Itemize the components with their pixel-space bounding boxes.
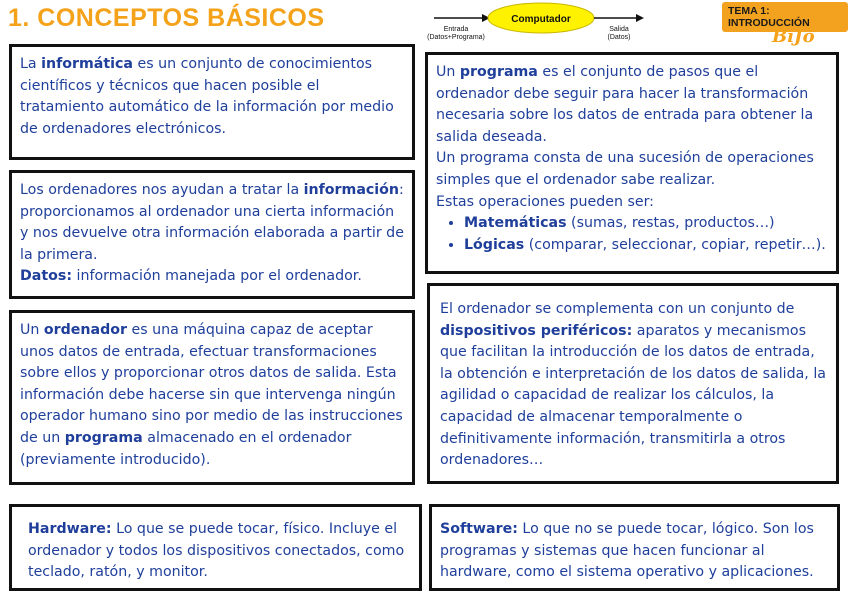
programa-box: [425, 52, 839, 274]
ordenador-text: Un ordenador es una máquina capaz de aceptar unos datos de entrada, efectuar transformaciones sobre ellos y proporcionar otros datos de salida. Esta información debe hacerse sin que intervenga ningún operador humano sino por medio de las instrucciones de un programa almacenado en el ordenador (previamente introducido).: [20, 322, 403, 468]
datos-definition: Datos: información manejada por el ordenador.: [20, 268, 362, 285]
author-logo: [768, 21, 818, 49]
topic-tag: TEMA 1: INTRODUCCIÓN: [722, 2, 848, 32]
hardware-text: Hardware: Lo que se puede tocar, físico. Incluye el ordenador y todos los dispositivos conectados, como teclado, ratón, y monitor.: [28, 521, 405, 581]
list-item: • Matemáticas (sumas, restas, productos…): [464, 213, 828, 235]
input-sublabel: (Datos+Programa): [427, 34, 485, 41]
svg-text:BiJo: BiJo: [772, 26, 815, 47]
output-sublabel: (Datos): [607, 34, 631, 41]
informatica-box: [9, 44, 415, 160]
list-item: • Lógicas (comparar, seleccionar, copiar, repetir…).: [464, 235, 828, 257]
informacion-box: [9, 170, 415, 299]
programa-text: Un programa es el conjunto de pasos que el ordenador debe seguir para hacer la transformación necesaria sobre los datos de entrada para obtener la salida deseada.: [436, 64, 814, 145]
programa-sequence-text: Un programa consta de una sucesión de operaciones simples que el ordenador sabe realizar.: [436, 150, 814, 188]
computer-io-diagram: [424, 2, 654, 46]
ordenador-box: [9, 310, 415, 485]
informacion-text: Los ordenadores nos ayudan a tratar la información: proporcionamos al ordenador una cierta información y nos devuelve otra información elaborada a partir de la primera.: [20, 182, 404, 263]
software-box: [429, 504, 840, 591]
hardware-box: [9, 504, 422, 591]
perifericos-text: El ordenador se complementa con un conjunto de dispositivos periféricos: aparatos y mecanismos que facilitan la introducción de los datos de entrada, la obtención e interpretación de los datos de salida, la agilidad o capacidad de realizar los cálculos, la capacidad de almacenar temporalmente o definitivamente información, transmitirla a otros ordenadores…: [440, 301, 826, 469]
page-title: 1. CONCEPTOS BÁSICOS: [8, 4, 325, 32]
operations-list: [436, 213, 828, 256]
output-arrowhead: [636, 14, 644, 22]
output-label: Salida: [609, 26, 629, 33]
perifericos-box: [427, 283, 839, 484]
informatica-text: La informática es un conjunto de conocimientos científicos y técnicos que hacen posible el tratamiento automático de la información por medio de ordenadores electrónicos.: [20, 56, 394, 137]
software-text: Software: Lo que no se puede tocar, lógico. Son los programas y sistemas que hacen funcionar al hardware, como el sistema operativo y aplicaciones.: [440, 521, 814, 581]
input-label: Entrada: [443, 26, 469, 33]
computer-label: Computador: [511, 14, 571, 25]
programa-operations-intro: Estas operaciones pueden ser:: [436, 193, 654, 210]
